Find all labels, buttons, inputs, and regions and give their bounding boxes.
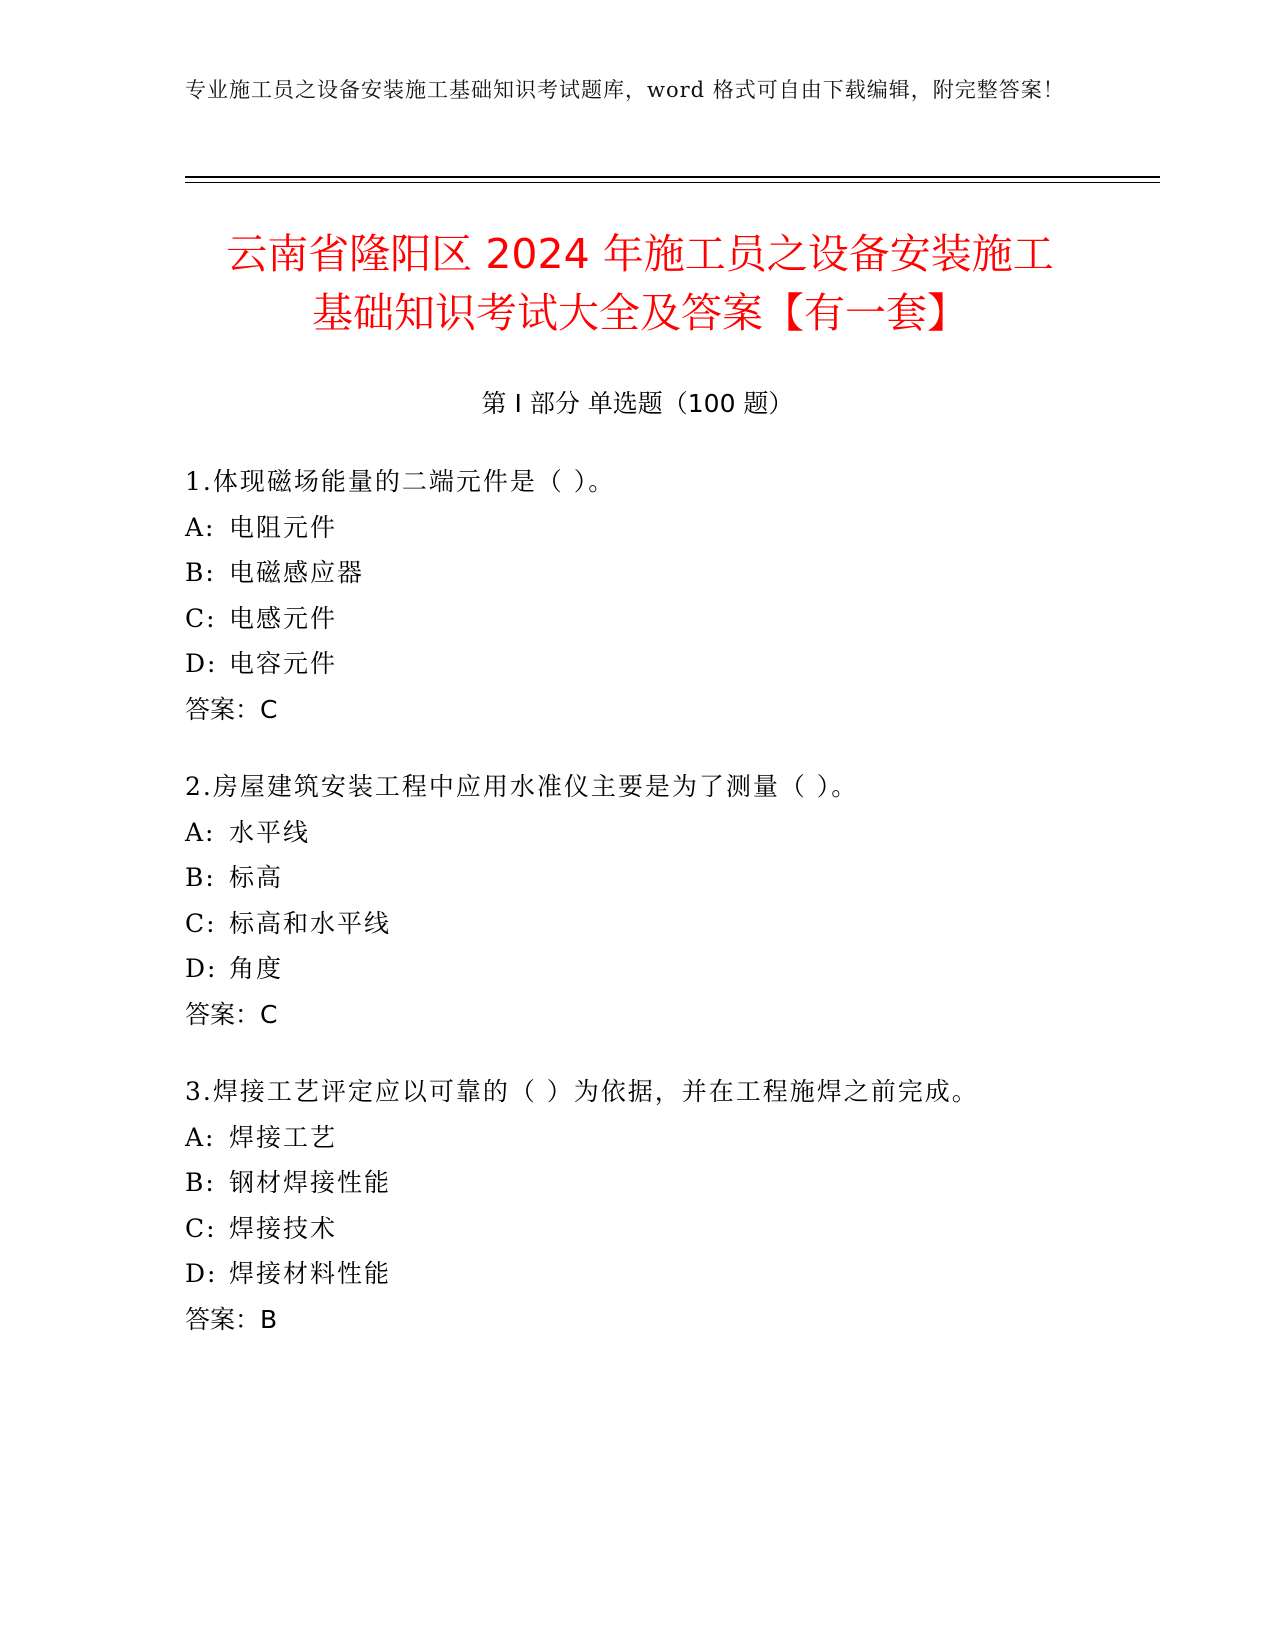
option-d	[185, 1251, 1185, 1297]
option-letter: D:	[185, 1259, 218, 1288]
option-a	[185, 1115, 1185, 1161]
question-stem: 2.房屋建筑安装工程中应用水准仪主要是为了测量（ ）。	[185, 772, 859, 801]
section-heading: 第 I 部分 单选题（100 题）	[481, 389, 794, 418]
header-rule-thin	[185, 182, 1160, 183]
option-letter: B:	[185, 558, 216, 587]
option-letter: D:	[185, 954, 218, 983]
option-a	[185, 810, 1185, 856]
option-text: 焊接技术	[229, 1213, 338, 1243]
question-3	[185, 1069, 1185, 1342]
header-note: 专业施工员之设备安装施工基础知识考试题库，word 格式可自由下载编辑，附完整答案！	[185, 78, 1065, 102]
option-b	[185, 1160, 1185, 1206]
option-b	[185, 855, 1185, 901]
option-a	[185, 505, 1185, 551]
document-title	[160, 225, 1120, 343]
answer-line: 答案：B	[185, 1304, 278, 1334]
option-text: 焊接材料性能	[229, 1259, 392, 1288]
option-text: 焊接工艺	[229, 1122, 338, 1152]
option-text: 电感元件	[229, 603, 338, 633]
option-text: 标高	[229, 863, 284, 892]
title-line-2: 基础知识考试大全及答案【有一套】	[312, 289, 968, 337]
option-text: 水平线	[229, 817, 311, 847]
option-text: 电磁感应器	[229, 558, 365, 587]
option-letter: A:	[185, 1122, 216, 1152]
option-d	[185, 946, 1185, 992]
option-letter: B:	[185, 1168, 216, 1197]
question-2	[185, 764, 1185, 1037]
option-c	[185, 596, 1185, 642]
option-c	[185, 901, 1185, 947]
option-letter: B:	[185, 863, 216, 892]
option-letter: A:	[185, 817, 216, 847]
answer-line: 答案：C	[185, 694, 278, 724]
option-letter: C:	[185, 1213, 217, 1243]
option-text: 电阻元件	[229, 512, 338, 542]
option-text: 钢材焊接性能	[229, 1168, 392, 1197]
header-rule-thick	[185, 176, 1160, 178]
option-letter: C:	[185, 908, 217, 938]
option-letter: A:	[185, 512, 216, 542]
option-c	[185, 1206, 1185, 1252]
question-stem: 3.焊接工艺评定应以可靠的（ ）为依据，并在工程施焊之前完成。	[185, 1077, 979, 1106]
title-line-1: 云南省隆阳区 2024 年施工员之设备安装施工	[226, 230, 1054, 278]
option-letter: D:	[185, 649, 218, 678]
option-d	[185, 641, 1185, 687]
question-1	[185, 459, 1185, 732]
question-stem: 1.体现磁场能量的二端元件是（ ）。	[185, 467, 616, 496]
option-text: 角度	[229, 954, 284, 983]
answer-line: 答案：C	[185, 999, 278, 1029]
option-text: 电容元件	[229, 649, 338, 678]
option-letter: C:	[185, 603, 217, 633]
option-text: 标高和水平线	[229, 908, 392, 938]
option-b	[185, 550, 1185, 596]
